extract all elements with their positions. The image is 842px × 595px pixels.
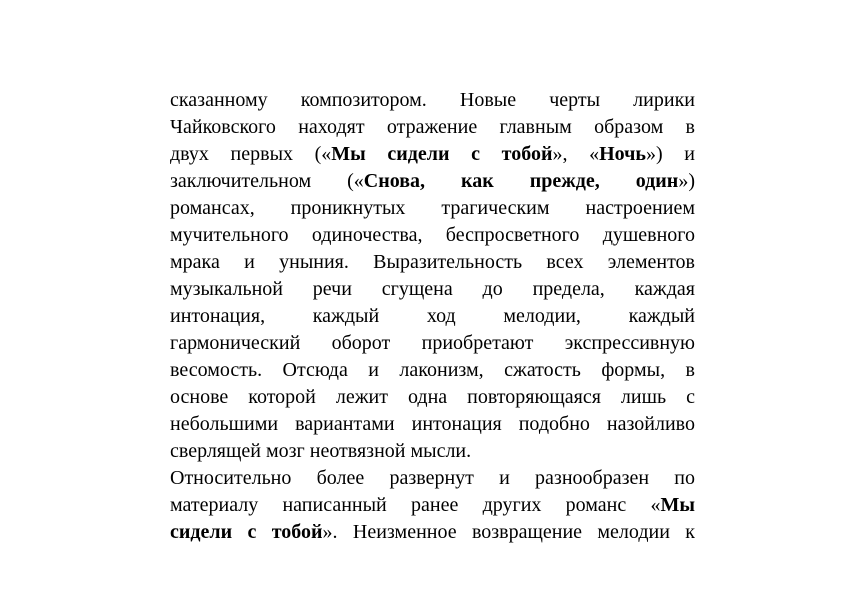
text-line <box>170 411 695 438</box>
text-line <box>170 276 695 303</box>
text-line <box>170 519 695 546</box>
text-segment: Относительно более развернут и разнообразен по <box>170 467 695 489</box>
bold-title-text: сидели с тобой <box>170 521 323 543</box>
text-line <box>170 249 695 276</box>
text-segment: основе которой лежит одна повторяющаяся лишь с <box>170 386 695 408</box>
text-segment: интонация, каждый ход мелодии, каждый <box>170 305 695 327</box>
text-line <box>170 114 695 141</box>
text-segment: небольшими вариантами интонация подобно назойливо <box>170 413 695 435</box>
bold-title-text: Ночь <box>599 143 647 165</box>
text-segment: романсах, проникнутых трагическим настроением <box>170 197 695 219</box>
text-line <box>170 492 695 519</box>
text-segment: ». Неизменное возвращение мелодии к <box>322 521 695 543</box>
text-segment: ») <box>678 170 695 192</box>
text-segment: сказанному композитором. Новые черты лирики <box>170 89 695 111</box>
text-segment: заключительном (« <box>170 170 364 192</box>
text-segment: Чайковского находят отражение главным образом в <box>170 116 695 138</box>
text-segment: двух первых (« <box>170 143 332 165</box>
text-segment: », « <box>552 143 600 165</box>
text-segment: сверлящей мозг неотвязной мысли. <box>170 440 472 462</box>
text-segment: ») и <box>646 143 695 165</box>
text-line <box>170 168 695 195</box>
text-line <box>170 438 695 465</box>
text-segment: мучительного одиночества, беспросветного душевного <box>170 224 695 246</box>
text-segment: весомость. Отсюда и лаконизм, сжатость формы, в <box>170 359 695 381</box>
text-line <box>170 222 695 249</box>
text-segment: музыкальной речи сгущена до предела, каждая <box>170 278 695 300</box>
text-line <box>170 357 695 384</box>
body-text <box>170 87 695 546</box>
text-line <box>170 303 695 330</box>
text-line <box>170 465 695 492</box>
bold-title-text: Мы <box>660 494 695 516</box>
text-segment: мрака и уныния. Выразительность всех элементов <box>170 251 695 273</box>
bold-title-text: Снова, как прежде, один <box>363 170 679 192</box>
text-segment: материалу написанный ранее других романс « <box>170 494 661 516</box>
text-segment: гармонический оборот приобретают экспрессивную <box>170 332 695 354</box>
text-line <box>170 195 695 222</box>
text-line <box>170 330 695 357</box>
text-line <box>170 384 695 411</box>
text-line <box>170 87 695 114</box>
bold-title-text: Мы сидели с тобой <box>331 143 553 165</box>
text-line <box>170 141 695 168</box>
